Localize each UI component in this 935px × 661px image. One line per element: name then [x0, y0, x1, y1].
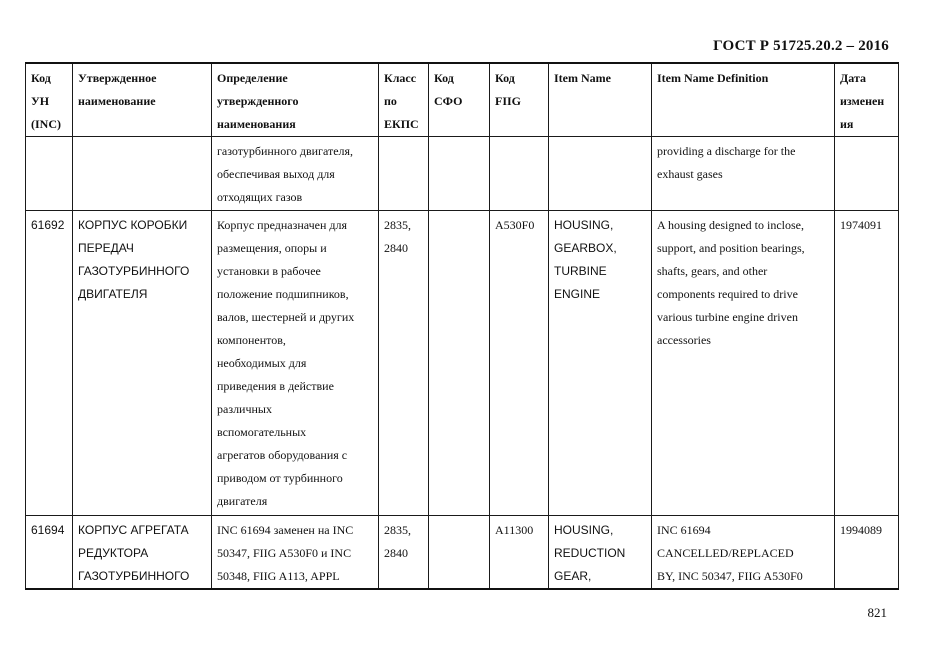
header-approved-name: Утвержденное наименование — [73, 63, 212, 137]
cell-item-name-definition: A housing designed to inclose, support, and position bearings, shafts, gears, and other components required to drive various turbine engine driven accessories — [652, 211, 835, 516]
cell-sfo-code — [429, 211, 490, 516]
header-sfo-code: Код СФО — [429, 63, 490, 137]
document-header: ГОСТ Р 51725.20.2 – 2016 — [713, 38, 889, 54]
cell-sfo-code — [429, 516, 490, 590]
table-row — [26, 211, 899, 516]
cell-item-name — [549, 137, 652, 211]
cell-name-definition: газотурбинного двигателя, обеспечивая выход для отходящих газов — [212, 137, 379, 211]
cell-inc-code: 61694 — [26, 516, 73, 590]
cell-sfo-code — [429, 137, 490, 211]
cell-approved-name: КОРПУС КОРОБКИ ПЕРЕДАЧ ГАЗОТУРБИННОГО ДВИГАТЕЛЯ — [73, 211, 212, 516]
cell-ekps-class — [379, 137, 429, 211]
header-fiig-code: Код FIIG — [490, 63, 549, 137]
cell-inc-code: 61692 — [26, 211, 73, 516]
header-name-definition: Определение утвержденного наименования — [212, 63, 379, 137]
cell-ekps-class: 2835, 2840 — [379, 516, 429, 590]
table-row — [26, 137, 899, 211]
cell-fiig-code: A11300 — [490, 516, 549, 590]
header-inc-code: Код УН (INC) — [26, 63, 73, 137]
cell-approved-name: КОРПУС АГРЕГАТА РЕДУКТОРА ГАЗОТУРБИННОГО — [73, 516, 212, 590]
cell-item-name-definition: providing a discharge for the exhaust gases — [652, 137, 835, 211]
header-change-date: Дата изменен ия — [835, 63, 899, 137]
header-item-name-definition: Item Name Definition — [652, 63, 835, 137]
cell-change-date: 1994089 — [835, 516, 899, 590]
cell-item-name-definition: INC 61694 CANCELLED/REPLACED BY, INC 50347, FIIG A530F0 — [652, 516, 835, 590]
cell-approved-name — [73, 137, 212, 211]
cell-name-definition: Корпус предназначен для размещения, опоры и установки в рабочее положение подшипников, валов, шестерней и других компонентов, необходимых для приведения в действие различных вспомогательных агрегатов оборудования с приводом от турбинного двигателя — [212, 211, 379, 516]
cell-ekps-class: 2835, 2840 — [379, 211, 429, 516]
table-row — [26, 516, 899, 590]
cell-name-definition: INC 61694 заменен на INC 50347, FIIG A530F0 и INC 50348, FIIG A113, APPL — [212, 516, 379, 590]
table-header-row — [26, 63, 899, 137]
header-ekps-class: Класс по ЕКПС — [379, 63, 429, 137]
cell-fiig-code: A530F0 — [490, 211, 549, 516]
header-item-name: Item Name — [549, 63, 652, 137]
cell-inc-code — [26, 137, 73, 211]
cell-change-date: 1974091 — [835, 211, 899, 516]
cell-item-name: HOUSING, REDUCTION GEAR, — [549, 516, 652, 590]
cell-item-name: HOUSING, GEARBOX, TURBINE ENGINE — [549, 211, 652, 516]
cell-change-date — [835, 137, 899, 211]
page-number: 821 — [867, 605, 887, 620]
item-names-table — [25, 62, 899, 590]
cell-fiig-code — [490, 137, 549, 211]
